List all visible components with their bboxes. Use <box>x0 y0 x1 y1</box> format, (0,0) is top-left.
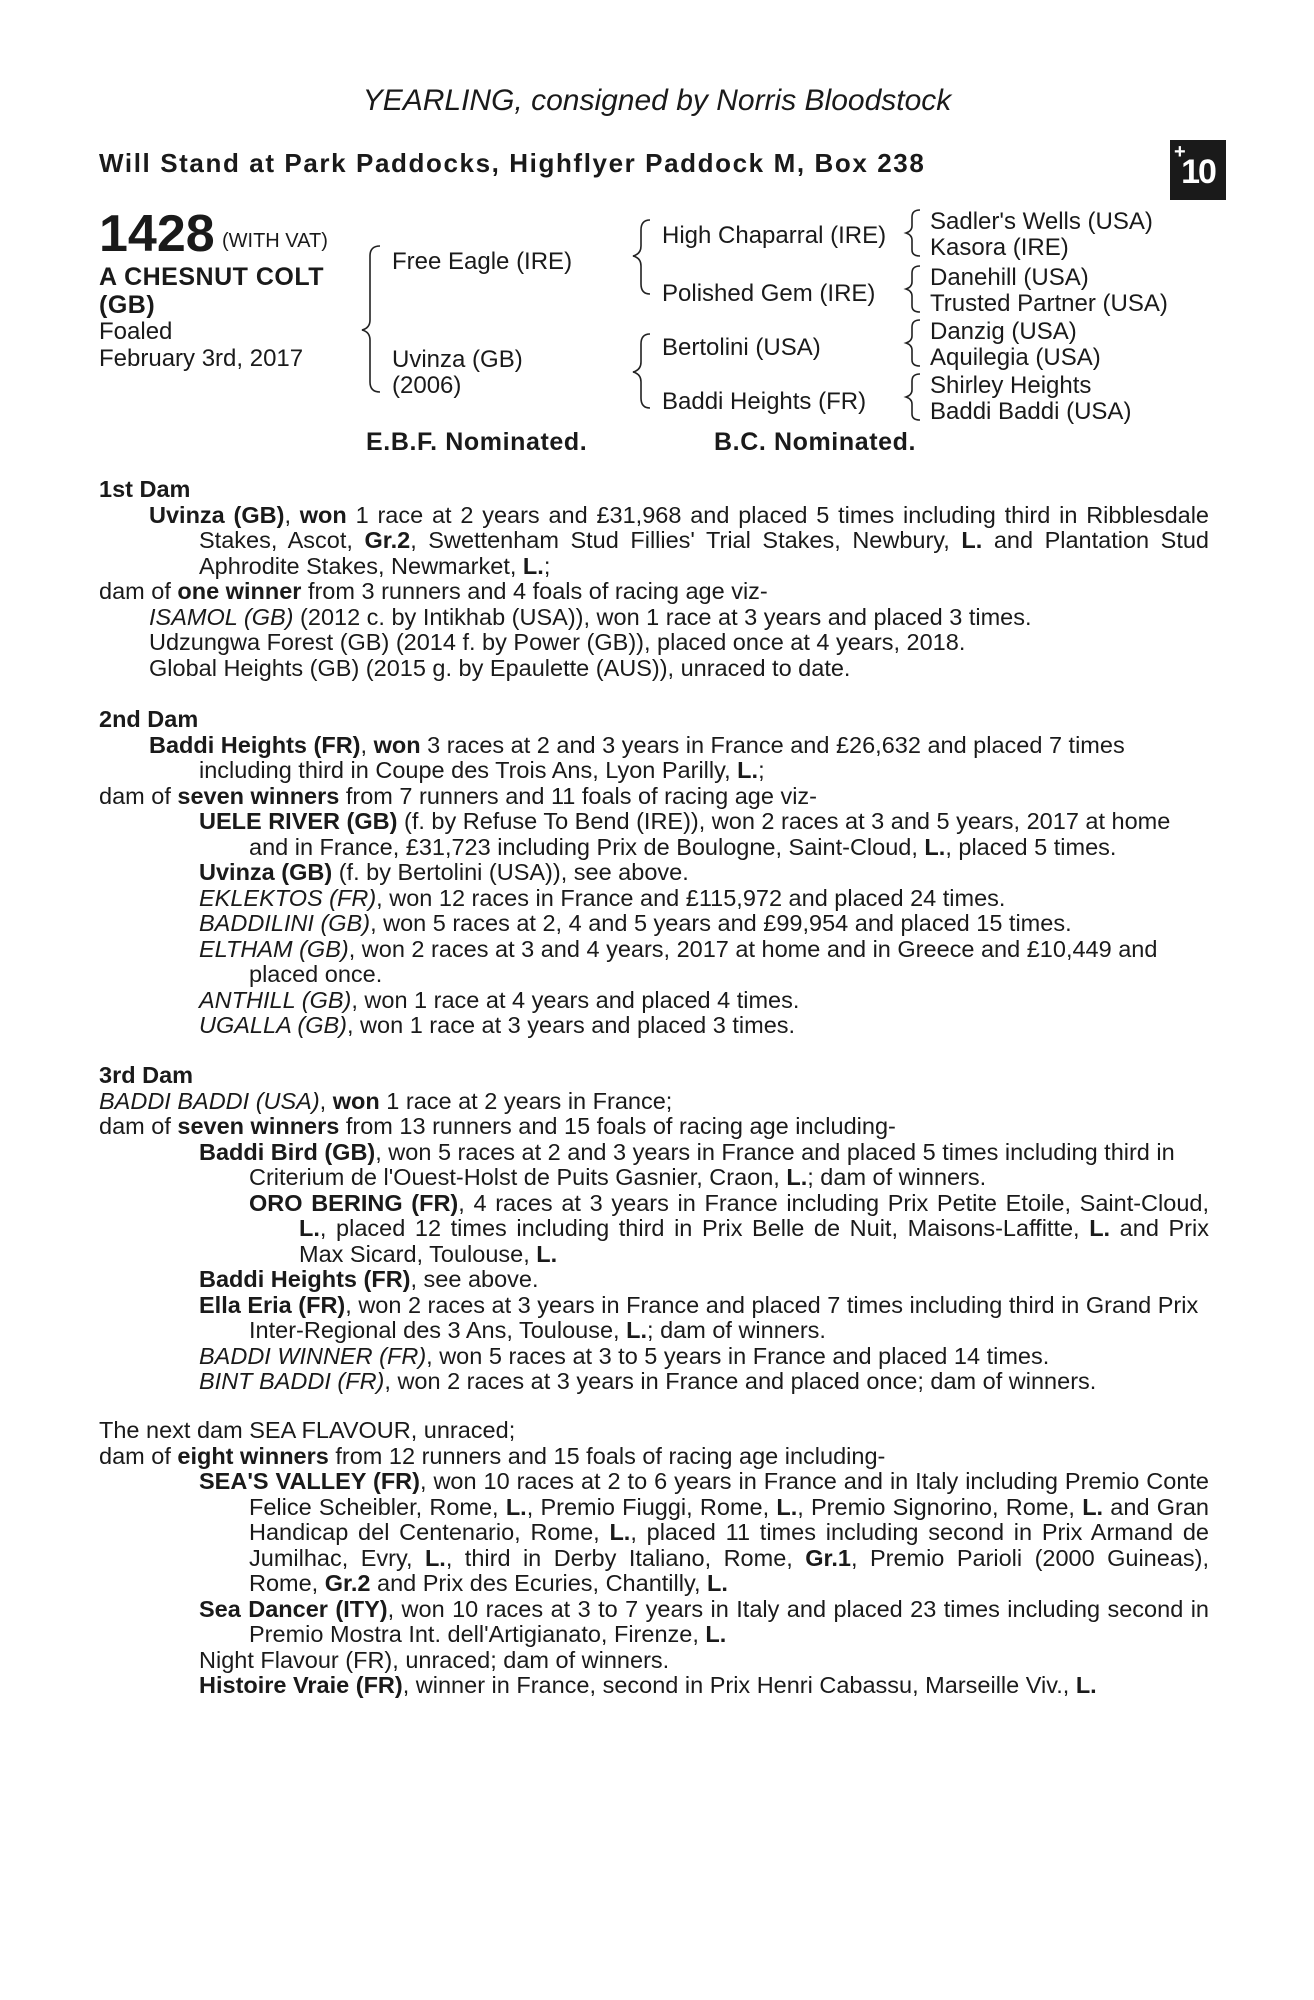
listed-mark: L. <box>424 1544 446 1571</box>
runners-text: from 12 runners and 15 foals of racing age including- <box>328 1442 886 1469</box>
produce-name: BADDI WINNER (FR) <box>199 1342 427 1369</box>
vat-label: (WITH VAT) <box>222 230 328 252</box>
lot-number: 1428 <box>99 205 215 263</box>
runners-text: from 13 runners and 15 foals of racing age including- <box>339 1113 896 1139</box>
pedigree-g6: Aquilegia (USA) <box>930 344 1101 371</box>
listed-mark: L. <box>1075 1672 1097 1698</box>
record-text: and Plantation Stud Aphrodite Stakes, Newmarket, <box>199 527 1210 579</box>
produce-text: , won 2 races at 3 years in France and placed once; dam of winners. <box>384 1368 1097 1394</box>
produce-name: Sea Dancer (ITY) <box>199 1595 388 1622</box>
produce-item: Night Flavour (FR), unraced; dam of winners. <box>199 1646 670 1673</box>
listed-mark: L. <box>961 527 983 553</box>
produce-name: UGALLA (GB) <box>199 1012 347 1038</box>
produce-item <box>99 886 1209 912</box>
produce-text: , see above. <box>410 1266 539 1292</box>
produce-text: , won 12 races in France and £115,972 and placed 24 times. <box>376 884 1006 911</box>
produce-name: EKLEKTOS (FR) <box>199 884 377 911</box>
produce-text: , won 5 races at 3 to 5 years in France and placed 14 times. <box>426 1342 1050 1369</box>
runners-text: from 7 runners and 11 foals of racing age viz- <box>339 782 817 809</box>
listed-mark: L. <box>536 1240 558 1267</box>
third-dam-section <box>99 1063 1209 1395</box>
produce-item <box>99 1140 1209 1191</box>
produce-name: SEA'S VALLEY (FR) <box>199 1468 420 1494</box>
ebf-nominated: E.B.F. Nominated. <box>366 428 588 456</box>
listed-mark: L. <box>609 1519 631 1545</box>
group-grade: Gr.1 <box>805 1544 851 1571</box>
badge-number: 10 <box>1181 153 1215 191</box>
pedigree-sire-dam: Polished Gem (IRE) <box>662 280 876 307</box>
first-dam-produce-summary <box>99 579 1209 605</box>
produce-item <box>99 1293 1209 1344</box>
produce-item <box>99 1344 1209 1370</box>
second-dam-section <box>99 707 1209 1039</box>
produce-item <box>99 860 1209 886</box>
produce-name: Baddi Heights (FR) <box>199 1266 411 1292</box>
produce-text: , placed 12 times including third in Prix Belle de Nuit, Maisons-Laffitte, <box>319 1215 1090 1241</box>
foaled-label: Foaled <box>99 318 173 345</box>
produce-text: (2012 c. by Intikhab (USA)), won 1 race at 3 years and placed 3 times. <box>293 603 1032 630</box>
first-dam-heading: 1st Dam <box>99 476 191 502</box>
winners-count: seven winners <box>177 782 340 809</box>
produce-text: , winner in France, second in Prix Henri Cabassu, Marseille Viv., <box>402 1672 1076 1698</box>
produce-text: , won 10 races at 2 to 6 years in France and in Italy including Premio Conte Felice Scheibler, Rome, <box>249 1468 1209 1520</box>
produce-item <box>99 937 1209 988</box>
horse-name-line2: (GB) <box>99 291 156 319</box>
horse-name-line1: A CHESNUT COLT <box>99 263 325 291</box>
record-text: ; <box>543 552 551 579</box>
produce-name: ANTHILL (GB) <box>199 986 352 1013</box>
produce-text: and Gran Handicap del Centenario, Rome, <box>249 1493 1209 1545</box>
listed-mark: L. <box>299 1215 320 1241</box>
pedigree-g1: Sadler's Wells (USA) <box>930 208 1153 235</box>
produce-text: , won 1 race at 4 years and placed 4 times. <box>351 986 800 1013</box>
produce-text: , won 5 races at 2 and 3 years in France and placed 5 times including third in Criterium de l'Ouest-Holst de Puits Gasnier, Craon, <box>249 1138 1175 1190</box>
grandproduce-item <box>99 1191 1209 1268</box>
first-dam-name: Uvinza (GB) <box>149 501 285 528</box>
produce-item <box>99 1369 1209 1395</box>
next-dam-section <box>99 1418 1209 1699</box>
produce-text: , won 10 races at 3 to 7 years in Italy and placed 23 times including second in Premio Mostra Int. dell'Artigianato, Firenze, <box>249 1595 1209 1647</box>
stand-location: Will Stand at Park Paddocks, Highflyer Paddock M, Box 238 <box>99 148 926 178</box>
produce-item: Global Heights (GB) (2015 g. by Epaulette (AUS)), unraced to date. <box>149 654 851 681</box>
produce-text: and Prix Max Sicard, Toulouse, <box>299 1215 1209 1267</box>
record-text: 1 race at 2 years in France; <box>379 1087 673 1114</box>
bc-nominated: B.C. Nominated. <box>714 428 917 456</box>
listed-mark: L. <box>707 1570 728 1596</box>
produce-text: , Premio Signorino, Rome, <box>797 1493 1083 1520</box>
listed-mark: L. <box>737 757 759 783</box>
produce-item <box>99 1267 1209 1293</box>
pedigree-g3: Danehill (USA) <box>930 264 1089 291</box>
produce-text: , won 2 races at 3 and 4 years, 2017 at home and in Greece and £10,449 and placed once. <box>249 935 1158 987</box>
produce-text: and Prix des Ecuries, Chantilly, <box>370 1570 708 1596</box>
produce-text: , Premio Parioli (2000 Guineas), Rome, <box>249 1544 1209 1596</box>
produce-text: , placed 11 times including second in Prix Armand de Jumilhac, Evry, <box>249 1519 1209 1571</box>
winners-count: one winner <box>177 578 302 604</box>
listed-mark: L. <box>1089 1215 1111 1241</box>
pedigree-g4: Trusted Partner (USA) <box>930 290 1168 317</box>
produce-text: (f. by Refuse To Bend (IRE)), won 2 races at 3 and 5 years, 2017 at home and in France, £31,723 including Prix de Boulogne, Saint-Cloud, <box>249 808 1171 860</box>
record-text: 1 race at 2 years and £31,968 and placed 5 times including third in Ribblesdale Stakes, Ascot, <box>199 501 1210 553</box>
produce-item <box>99 809 1209 860</box>
pedigree-dam-line2: (2006) <box>392 372 462 399</box>
produce-text: , 4 races at 3 years in France including Prix Petite Etoile, Saint-Cloud, <box>458 1189 1209 1216</box>
listed-mark: L. <box>776 1493 798 1520</box>
third-dam-name: BADDI BADDI (USA) <box>99 1087 320 1114</box>
won-label: won <box>373 731 421 758</box>
group-grade: Gr.2 <box>324 1570 371 1596</box>
produce-text: , placed 5 times. <box>945 833 1117 860</box>
second-dam-record: Baddi Heights (FR), won 3 races at 2 and 3 years in France and £26,632 and placed 7 times including third in Coupe des Trois Ans, Lyon Parilly, L.; <box>149 731 1125 783</box>
pedigree-dam-dam: Baddi Heights (FR) <box>662 388 867 415</box>
produce-item <box>99 1597 1209 1648</box>
listed-mark: L. <box>924 833 946 860</box>
badge-plus: + <box>1174 141 1184 163</box>
produce-name: ORO BERING (FR) <box>249 1189 459 1216</box>
produce-item <box>99 605 1209 631</box>
listed-mark: L. <box>705 1621 727 1647</box>
produce-name: Uvinza (GB) <box>199 859 333 885</box>
won-label: won <box>332 1087 380 1114</box>
third-dam-record: BADDI BADDI (USA), won 1 race at 2 years in France; <box>99 1087 673 1114</box>
consignment-header: YEARLING, consigned by Norris Bloodstock <box>362 84 952 117</box>
produce-name: UELE RIVER (GB) <box>199 808 398 834</box>
pedigree-dam-sire: Bertolini (USA) <box>662 334 821 361</box>
produce-text: ; dam of winners. <box>647 1317 826 1343</box>
produce-name: BINT BADDI (FR) <box>199 1368 385 1394</box>
produce-name: Histoire Vraie (FR) <box>199 1672 403 1698</box>
dam-of-label: dam of <box>99 578 178 604</box>
produce-item <box>99 988 1209 1014</box>
second-dam-produce-summary <box>99 784 1209 810</box>
produce-item <box>99 911 1209 937</box>
dam-of-label: dam of <box>99 782 178 809</box>
listed-mark: L. <box>626 1317 648 1343</box>
record-text: , Swettenham Stud Fillies' Trial Stakes, Newbury, <box>410 527 962 553</box>
dam-of-label: dam of <box>99 1113 178 1139</box>
foaled-date: February 3rd, 2017 <box>99 345 304 372</box>
pedigree-g8: Baddi Baddi (USA) <box>930 398 1132 425</box>
third-dam-heading: 3rd Dam <box>99 1062 194 1088</box>
produce-text: , won 2 races at 3 years in France and placed 7 times including third in Grand Prix Inter-Regional des 3 Ans, Toulouse, <box>249 1291 1199 1343</box>
produce-text: (f. by Bertolini (USA)), see above. <box>332 859 689 885</box>
produce-text: , won 5 races at 2, 4 and 5 years and £99,954 and placed 15 times. <box>370 910 1072 936</box>
record-text: 3 races at 2 and 3 years in France and £26,632 and placed 7 times including third in Coupe des Trois Ans, Lyon Parilly, <box>199 731 1125 783</box>
produce-item <box>99 1469 1209 1597</box>
next-dam-line: The next dam SEA FLAVOUR, unraced; <box>99 1417 516 1443</box>
produce-text: , third in Derby Italiano, Rome, <box>445 1544 806 1571</box>
next-dam-produce-summary <box>99 1444 1209 1470</box>
pedigree-sire: Free Eagle (IRE) <box>392 248 573 275</box>
winners-count: eight winners <box>177 1442 329 1469</box>
dam-of-label: dam of <box>99 1442 178 1469</box>
runners-text: from 3 runners and 4 foals of racing age viz- <box>301 578 768 604</box>
record-text: ; <box>758 757 765 783</box>
listed-mark: L. <box>505 1493 527 1520</box>
won-label: won <box>299 501 347 528</box>
listed-mark: L. <box>1082 1493 1104 1520</box>
produce-name: ISAMOL (GB) <box>149 603 294 630</box>
first-dam-section <box>99 477 1209 681</box>
produce-name: Ella Eria (FR) <box>199 1291 346 1318</box>
produce-name: Baddi Bird (GB) <box>199 1138 376 1165</box>
pedigree-g7: Shirley Heights <box>930 372 1092 399</box>
group-grade: Gr.2 <box>364 527 411 553</box>
grandproduce-item <box>99 1673 1209 1699</box>
pedigree-g2: Kasora (IRE) <box>930 234 1069 261</box>
second-dam-heading: 2nd Dam <box>99 706 199 732</box>
first-dam-record: Uvinza (GB), won 1 race at 2 years and £31,968 and placed 5 times including third in Ribblesdale Stakes, Ascot, Gr.2, Swettenham Stud Fillies' Trial Stakes, Newbury, L. and Plantation Stud Aphrodite Stakes, Newmarket, L.; <box>149 501 1210 579</box>
produce-text: ; dam of winners. <box>807 1164 987 1190</box>
produce-name: ELTHAM (GB) <box>199 935 349 962</box>
listed-mark: L. <box>786 1164 808 1190</box>
produce-text: , Premio Fiuggi, Rome, <box>526 1493 777 1520</box>
pedigree-sire-sire: High Chaparral (IRE) <box>662 222 887 249</box>
listed-mark: L. <box>522 552 544 579</box>
pedigree-dam-line1: Uvinza (GB) <box>392 346 523 373</box>
produce-item <box>99 1013 1209 1039</box>
produce-name: BADDILINI (GB) <box>199 910 371 936</box>
pedigree-g5: Danzig (USA) <box>930 318 1077 345</box>
winners-count: seven winners <box>177 1113 340 1139</box>
produce-item: Udzungwa Forest (GB) (2014 f. by Power (GB)), placed once at 4 years, 2018. <box>149 629 966 655</box>
second-dam-name: Baddi Heights (FR) <box>149 731 361 758</box>
produce-text: , won 1 race at 3 years and placed 3 times. <box>347 1012 796 1038</box>
third-dam-produce-summary <box>99 1114 1209 1140</box>
